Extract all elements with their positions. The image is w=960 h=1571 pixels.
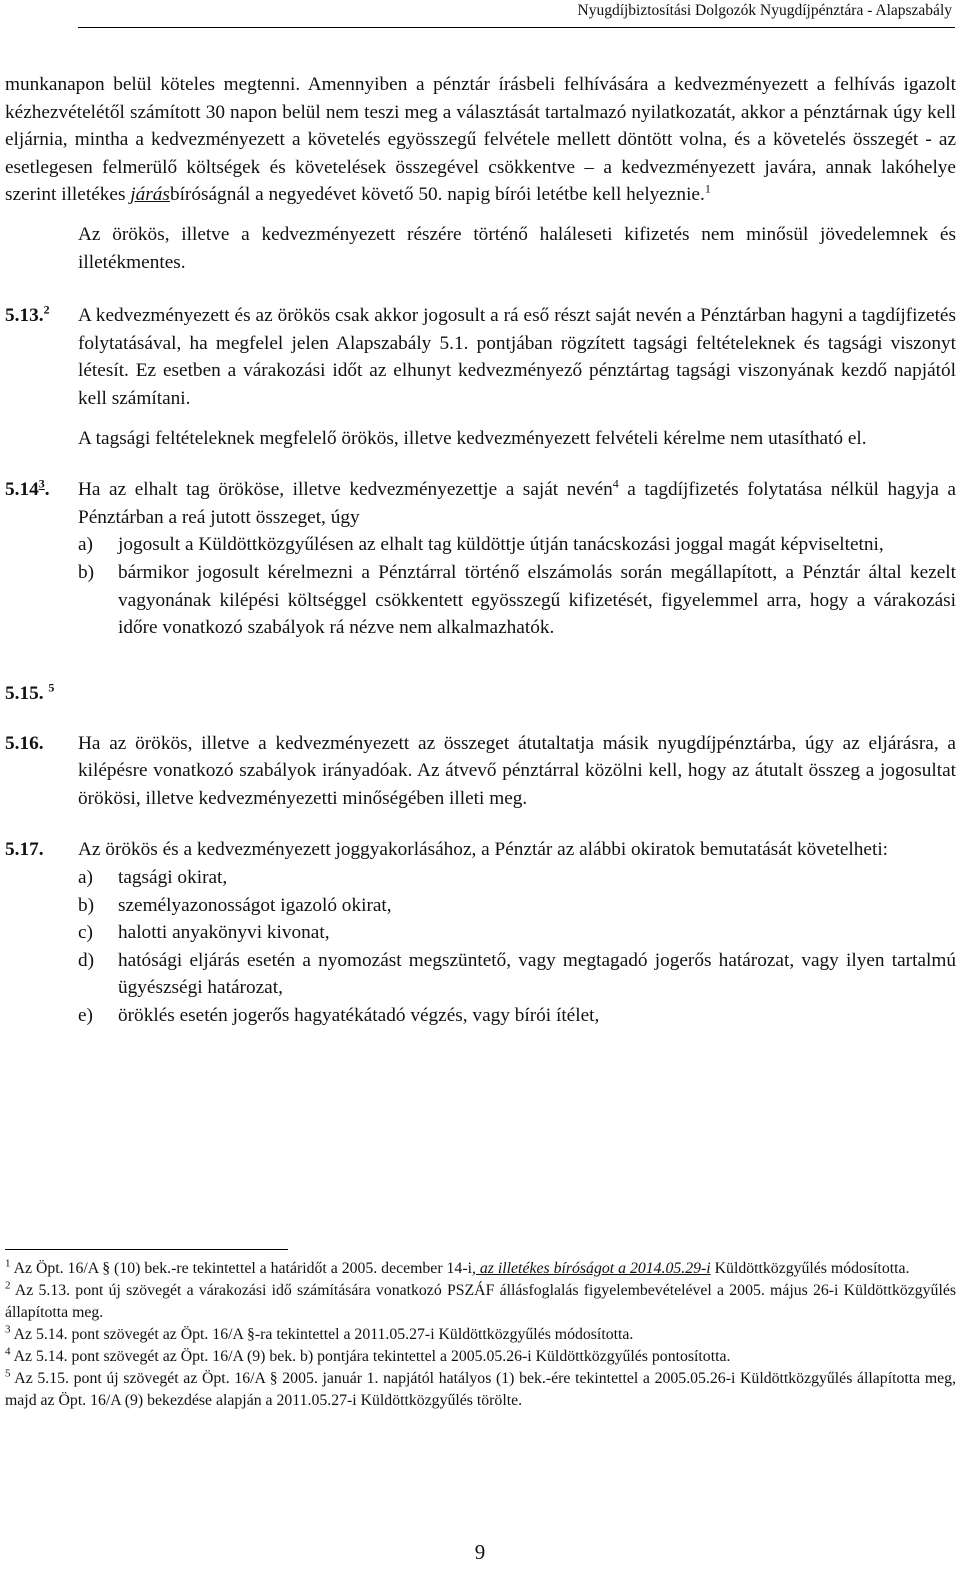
list-item: d) hatósági eljárás esetén a nyomozást megszüntető, vagy megtagadó jogerős határozat, vagy ilyen tartalmú ügyészségi határozat, bbox=[78, 949, 956, 999]
section-5-16 bbox=[5, 730, 956, 813]
intro-paragraph-2: Az örökös, illetve a kedvezményezett részére történő haláleseti kifizetés nem minősül jövedelemnek és illetékmentes. bbox=[78, 223, 956, 273]
section-5-13 bbox=[5, 302, 956, 452]
section-5-17-list bbox=[78, 864, 956, 1030]
intro-paragraph bbox=[5, 71, 956, 209]
list-item: b) bármikor jogosult kérelmezni a Pénztárral történő elszámolás során megállapított, a Pénztár által kezelt vagyonának kilépési költséggel csökkentett egyösszegű kifizetését, figyelemmel arra, hogy a várakozási időre vonatkozó szabályok rá nézve nem alkalmazhatók. bbox=[78, 561, 956, 639]
section-5-16-paragraph: Ha az örökös, illetve a kedvezményezett az összeget átutaltatja másik nyugdíjpénztárba, úgy az eljárásra, a kilépésre vonatkozó szabályok irányadóak. Az átvevő pénztárral közölni kell, hogy az átutalt összeg a jogosultat örökösi, illetve kedvezményezetti minőségében illeti meg. bbox=[78, 732, 956, 809]
list-item: c) halotti anyakönyvi kivonat, bbox=[78, 922, 330, 944]
section-number: 5.17. bbox=[5, 839, 44, 861]
section-5-14-list bbox=[78, 531, 956, 641]
intro-underlined-word: járás bbox=[130, 184, 170, 206]
section-number: 5.13.$^2$ bbox=[5, 302, 50, 327]
section-number: 5.15. $^5$ bbox=[5, 680, 55, 704]
list-item: a) jogosult a Küldöttközgyűlésen az elhalt tag küldöttje útján tanácskozási joggal magát képviseltetni, bbox=[78, 534, 884, 556]
footnote-4: $^4$ Az 5.14. pont szövegét az Öpt. 16/A (9) bek. b) pontjára tekintettel a 2005.05.26-i Küldöttközgyűlés pontosította. bbox=[5, 1345, 731, 1365]
list-item: a) tagsági okirat, bbox=[78, 867, 228, 889]
footnote-1: $^1$ Az Öpt. 16/A § (10) bek.-re tekintettel a határidőt a 2005. december 14-i, az illetékes bíróságot a 2014.05.29-i Küldöttközgyűlés módosította. bbox=[5, 1257, 910, 1277]
section-5-14-paragraph: Ha az elhalt tag örököse, illetve kedvezményezettje a saját nevén$^4$ a tagdíjfizetés folytatása nélkül hagyja a Pénztárban a reá jutott összeget, úgy bbox=[78, 476, 956, 528]
section-5-14 bbox=[5, 476, 956, 642]
section-number: 5.16. bbox=[5, 732, 44, 754]
document-body bbox=[5, 71, 956, 1030]
section-5-15 bbox=[5, 680, 956, 708]
section-5-17-paragraph: Az örökös és a kedvezményezett joggyakorlásához, a Pénztár az alábbi okiratok bemutatását követelheti: bbox=[78, 839, 889, 861]
footnote-divider bbox=[5, 1249, 288, 1250]
list-item: b) személyazonosságot igazoló okirat, bbox=[78, 894, 392, 916]
header-divider bbox=[78, 27, 955, 28]
intro-text-2: bíróságnál a negyedévet követő 50. napig bírói letétbe kell helyeznie. bbox=[169, 184, 705, 206]
footnotes bbox=[5, 1258, 956, 1412]
footnote-ref-1: 1 bbox=[704, 181, 711, 196]
running-header: Nyugdíjbiztosítási Dolgozók Nyugdíjpénztára - Alapszabály bbox=[577, 2, 952, 19]
section-5-13-paragraph-1: A kedvezményezett és az örökös csak akkor jogosult a rá eső részt saját nevén a Pénztárban hagyni a tagdíjfizetés folytatásával, ha megfelel jelen Alapszabály 5.1. pontjában rögzített tagsági feltételeknek és tagsági viszonyt létesít. Ez esetben a várakozási időt az elhunyt kedvezményező pénztártag tagsági viszonyának kezdő napjától kell számítani. bbox=[78, 305, 956, 409]
page-number: 9 bbox=[474, 1540, 486, 1564]
list-item: e) öröklés esetén jogerős hagyatékátadó végzés, vagy bírói ítélet, bbox=[78, 1005, 600, 1027]
section-5-13-paragraph-2: A tagsági feltételeknek megfelelő örökös, illetve kedvezményezett felvételi kérelme nem utasítható el. bbox=[78, 427, 867, 449]
footnote-3: $^3$ Az 5.14. pont szövegét az Öpt. 16/A §-ra tekintettel a 2011.05.27-i Küldöttközgyűlés módosította. bbox=[5, 1323, 634, 1343]
section-5-17 bbox=[5, 836, 956, 1029]
section-number: 5.14$^3$. bbox=[5, 476, 50, 501]
footnote-ref-4: 4 bbox=[612, 476, 619, 491]
footnote-5: $^5$ Az 5.15. pont új szövegét az Öpt. 16/A § 2005. január 1. napjától hatályos (1) bek.-ére tekintettel a 2005.05.26-i Küldöttközgyűlés állapította meg, majd az Öpt. 16/A (9) bekezdése alapján a 2011.05.27-i Küldöttközgyűlés törölte. bbox=[5, 1367, 956, 1409]
footnote-2: $^2$ Az 5.13. pont új szövegét a várakozási idő számítására vonatkozó PSZÁF állásfoglalás figyelembevételével a 2005. május 26-i Küldöttközgyűlés állapította meg. bbox=[5, 1279, 956, 1321]
intro-text-1: munkanapon belül köteles megtenni. Amennyiben a pénztár írásbeli felhívására a kedvezményezett a felhívás igazolt kézhezvételétől számított 30 napon belül nem teszi meg a választását tartalmazó nyilatkozatát, akkor a pénztárnak úgy kell eljárnia, mintha a kedvezményezett a követelés egyösszegű felvétele mellett döntött volna, és a követelés összegét - az esetlegesen felmerülő költségek és követelések összegével csökkentve – a kedvezményezett javára, annak lakóhelye szerint illetékes bbox=[5, 74, 956, 206]
